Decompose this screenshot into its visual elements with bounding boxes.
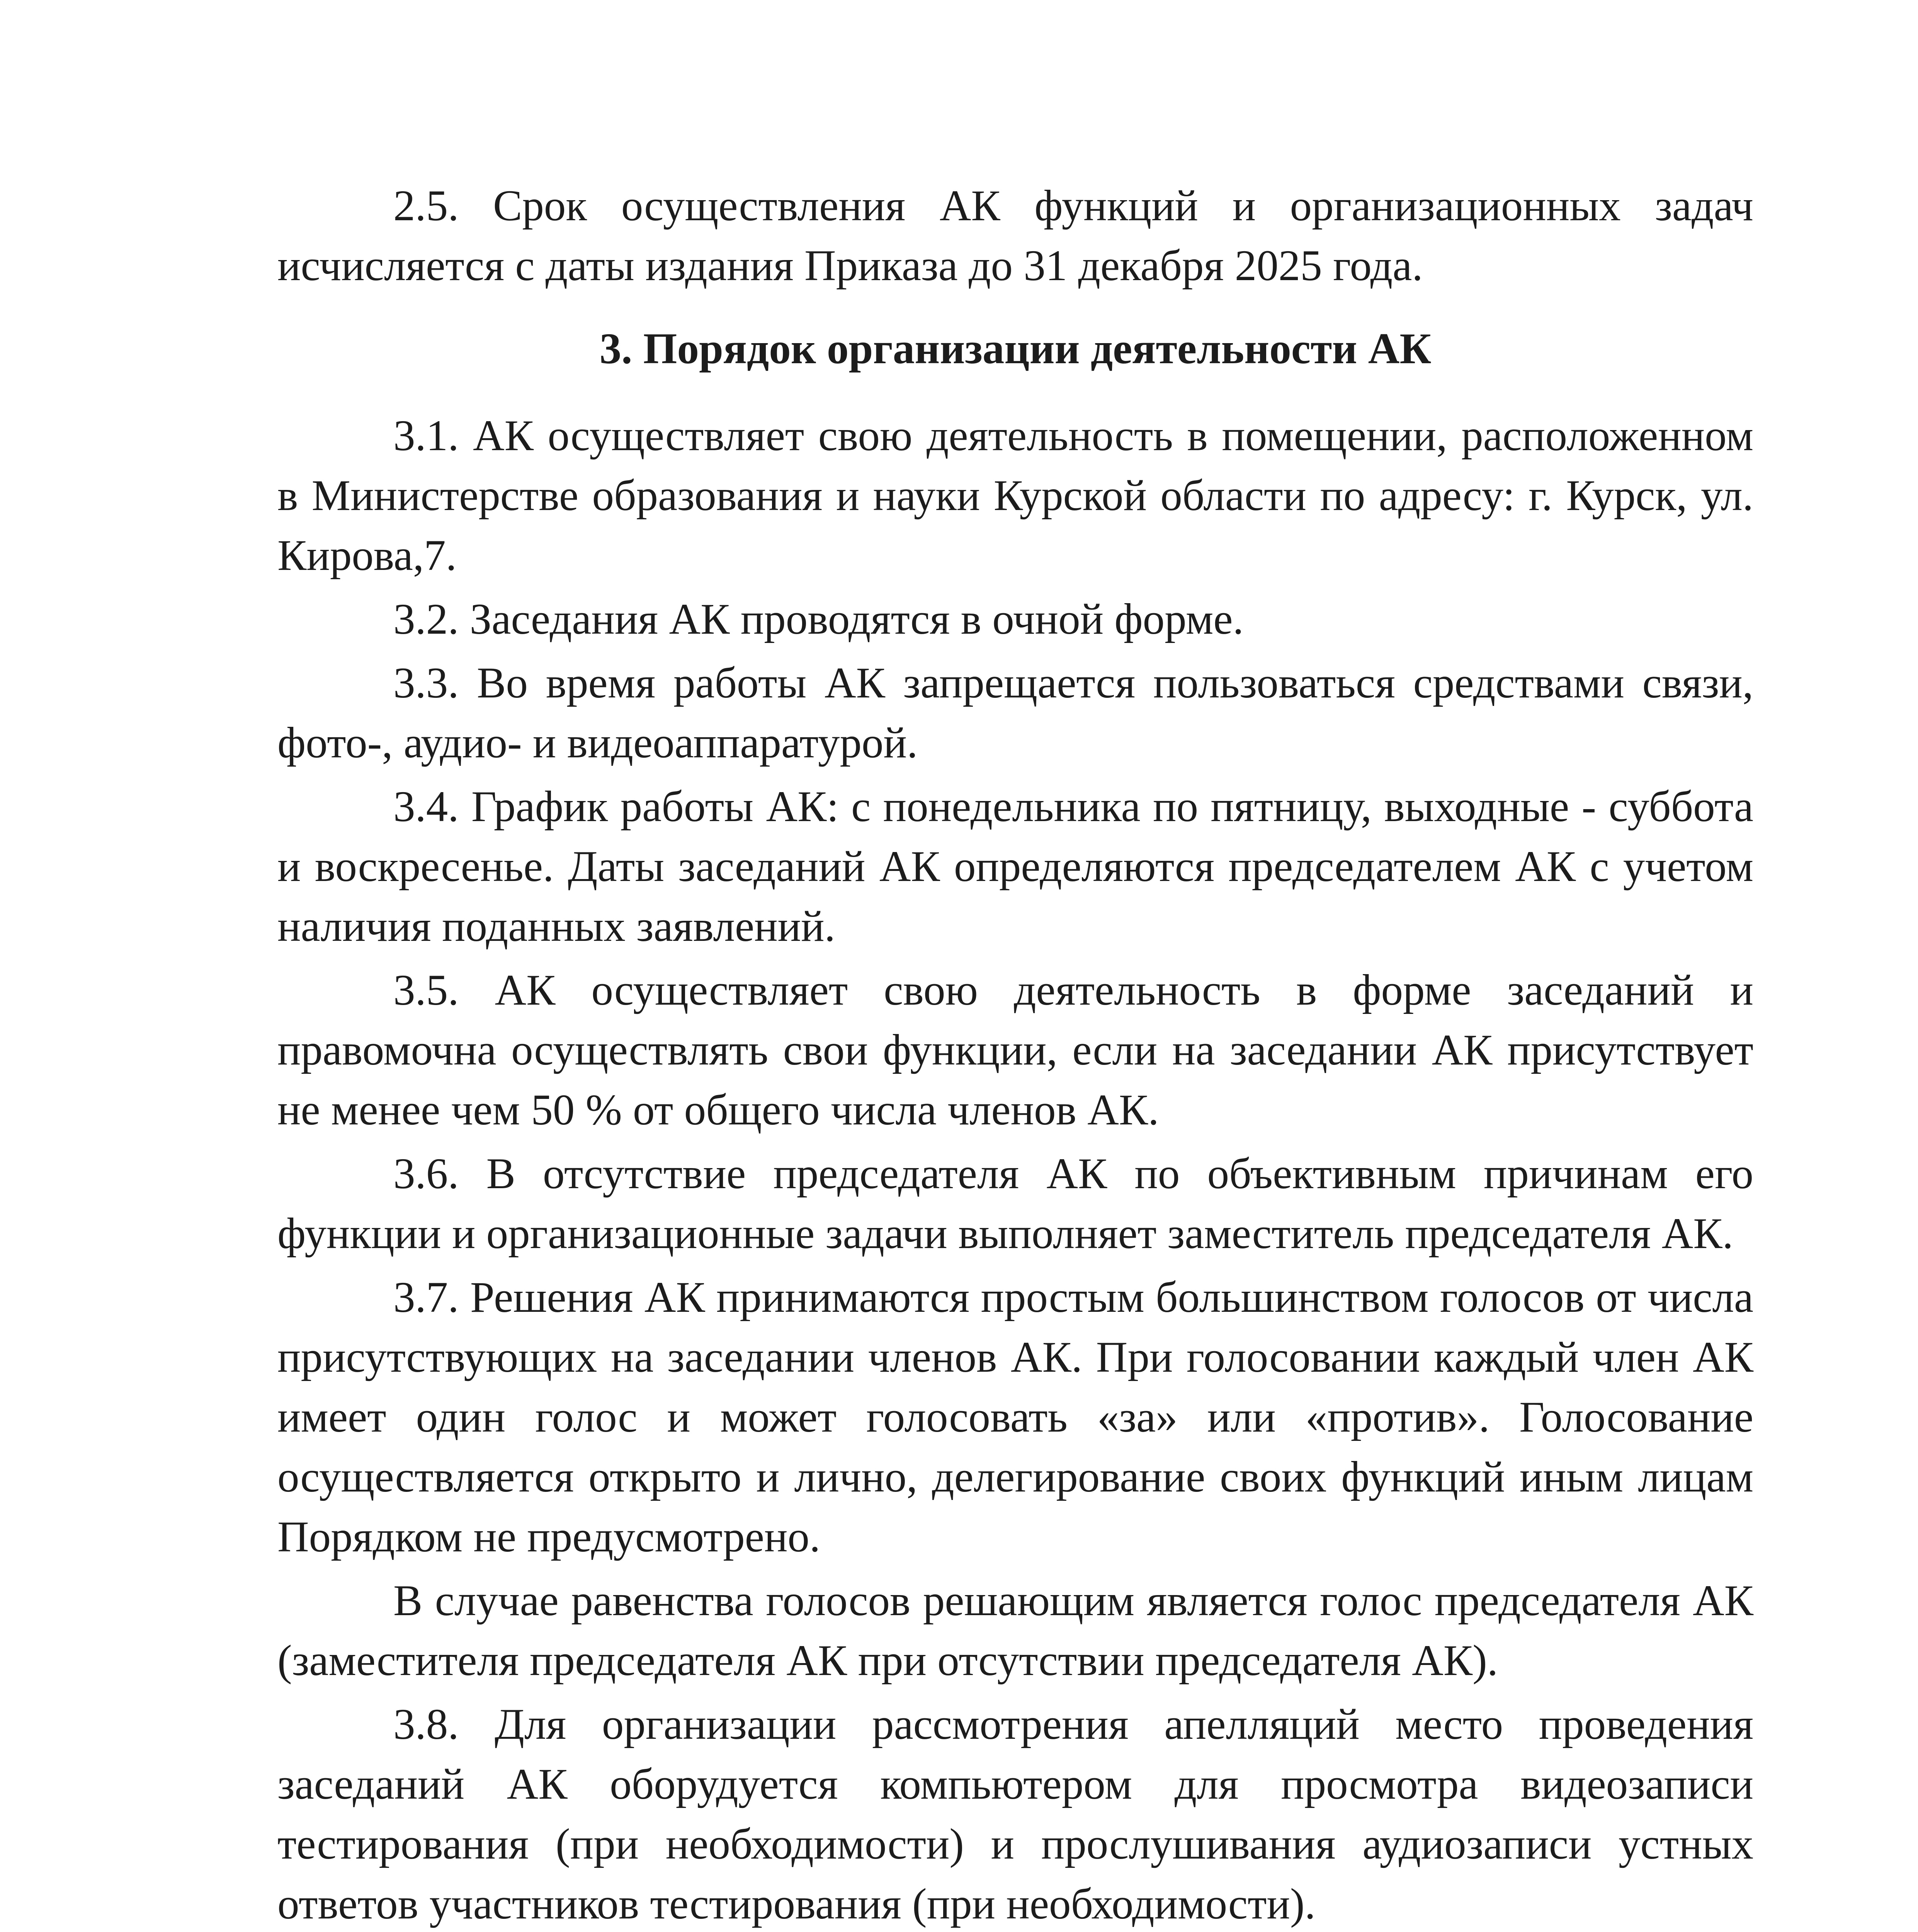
paragraph-3-8: 3.8. Для организации рассмотрения апелляций место проведения заседаний АК оборудуется компьютером для просмотра видеозаписи тестирования (при необходимости) и прослушивания аудиозаписи устных ответов участников тестирования (при необходимости).	[277, 1700, 1753, 1928]
paragraph-3-5: 3.5. АК осуществляет свою деятельность в форме заседаний и правомочна осуществлять свои функции, если на заседании АК присутствует не менее чем 50 % от общего числа членов АК.	[277, 966, 1753, 1134]
section-heading: 3. Порядок организации деятельности АК	[599, 325, 1432, 373]
paragraph-2-5: 2.5. Срок осуществления АК функций и организационных задач исчисляется с даты издания Приказа до 31 декабря 2025 года.	[277, 182, 1753, 290]
paragraph-3-7: 3.7. Решения АК принимаются простым большинством голосов от числа присутствующих на заседании членов АК. При голосовании каждый член АК имеет один голос и может голосовать «за» или «против». Голосование осуществляется открыто и лично, делегирование своих функций иным лицам Порядком не предусмотрено.	[277, 1273, 1753, 1561]
paragraph-3-7-tie: В случае равенства голосов решающим является голос председателя АК (заместителя председателя АК при отсутствии председателя АК).	[277, 1577, 1753, 1685]
paragraph-3-2: 3.2. Заседания АК проводятся в очной форме.	[393, 595, 1244, 643]
paragraph-3-1: 3.1. АК осуществляет свою деятельность в помещении, расположенном в Министерстве образования и науки Курской области по адресу: г. Курск, ул. Кирова,7.	[277, 412, 1753, 580]
paragraph-3-6: 3.6. В отсутствие председателя АК по объективным причинам его функции и организационные задачи выполняет заместитель председателя АК.	[277, 1150, 1753, 1258]
document-body	[277, 176, 1753, 1932]
paragraph-3-3: 3.3. Во время работы АК запрещается пользоваться средствами связи, фото-, аудио- и видеоаппаратурой.	[277, 659, 1753, 767]
paragraph-3-4: 3.4. График работы АК: с понедельника по пятницу, выходные - суббота и воскресенье. Даты заседаний АК определяются председателем АК с учетом наличия поданных заявлений.	[277, 782, 1753, 951]
